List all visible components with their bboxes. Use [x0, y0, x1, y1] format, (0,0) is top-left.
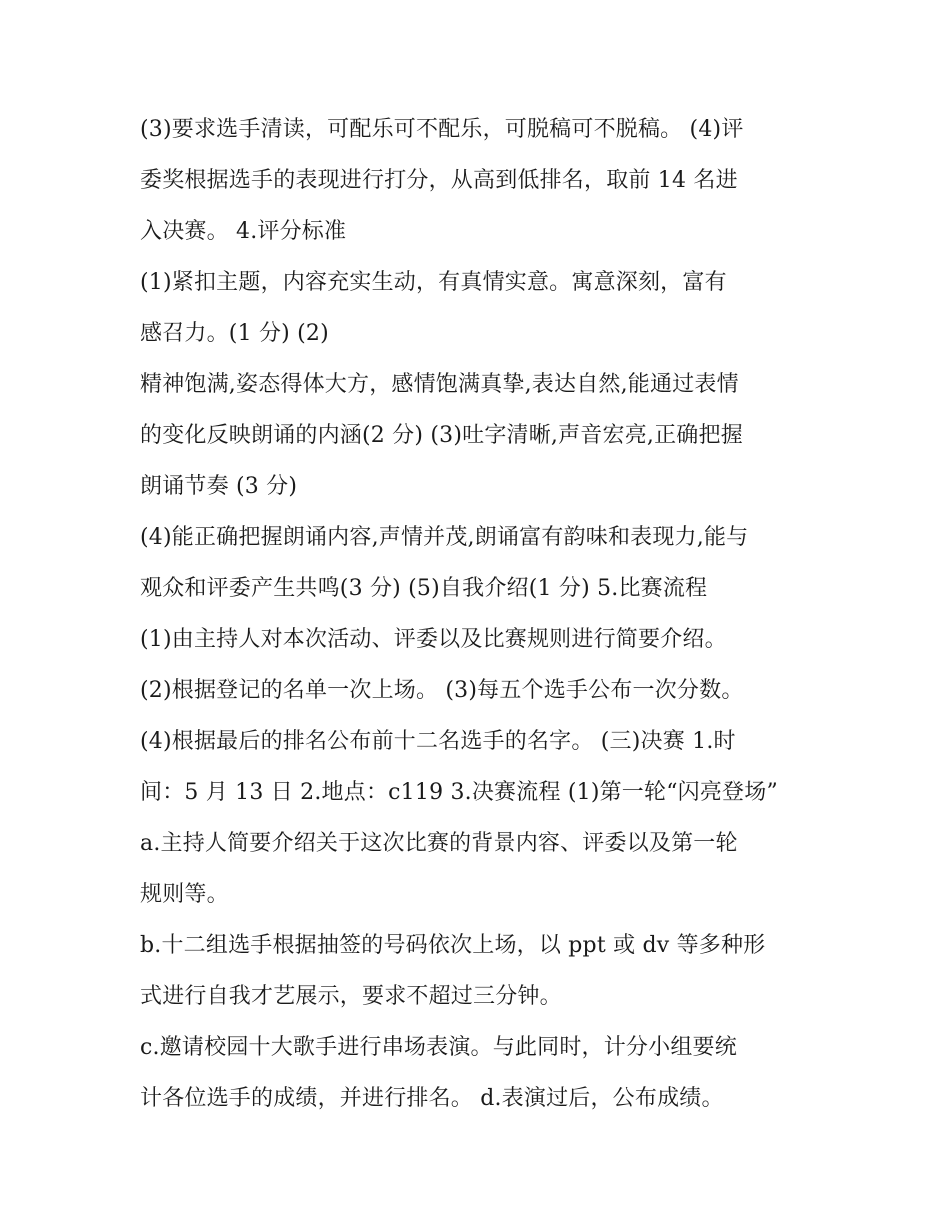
text-line: 规则等。: [140, 882, 229, 907]
text-line: 间：5 月 13 日 2.地点：c119 3.决赛流程 (1)第一轮“闪亮登场”: [140, 780, 778, 805]
text-line: 精神饱满,姿态得体大方，感情饱满真挚,表达自然,能通过表情: [140, 372, 739, 397]
document-body: [140, 104, 815, 1124]
text-line: (2)根据登记的名单一次上场。 (3)每五个选手公布一次分数。: [140, 678, 744, 703]
text-line: 的变化反映朗诵的内涵(2 分) (3)吐字清晰,声音宏亮,正确把握: [140, 423, 743, 448]
text-line: (1)由主持人对本次活动、评委以及比赛规则进行简要介绍。: [140, 627, 727, 652]
text-line: 式进行自我才艺展示，要求不超过三分钟。: [140, 984, 562, 1009]
text-line: 委奖根据选手的表现进行打分，从高到低排名，取前 14 名进: [140, 168, 738, 193]
text-line: (3)要求选手清读，可配乐可不配乐，可脱稿可不脱稿。 (4)评: [140, 117, 744, 142]
text-line: 观众和评委产生共鸣(3 分) (5)自我介绍(1 分) 5.比赛流程: [140, 576, 708, 601]
text-line: 入决赛。 4.评分标准: [140, 219, 347, 244]
text-line: 计各位选手的成绩，并进行排名。 d.表演过后，公布成绩。: [140, 1086, 724, 1111]
text-line: (1)紧扣主题，内容充实生动，有真情实意。寓意深刻，富有: [140, 270, 727, 295]
text-line: b.十二组选手根据抽签的号码依次上场，以 ppt 或 dv 等多种形: [140, 933, 766, 958]
text-line: a.主持人简要介绍关于这次比赛的背景内容、评委以及第一轮: [140, 831, 738, 856]
text-line: c.邀请校园十大歌手进行串场表演。与此同时，计分小组要统: [140, 1035, 737, 1060]
text-line: (4)根据最后的排名公布前十二名选手的名字。 (三)决赛 1.时: [140, 729, 736, 754]
text-line: 感召力。(1 分) (2): [140, 321, 329, 346]
text-line: 朗诵节奏 (3 分): [140, 474, 298, 499]
text-line: (4)能正确把握朗诵内容,声情并茂,朗诵富有韵味和表现力,能与: [140, 525, 749, 550]
